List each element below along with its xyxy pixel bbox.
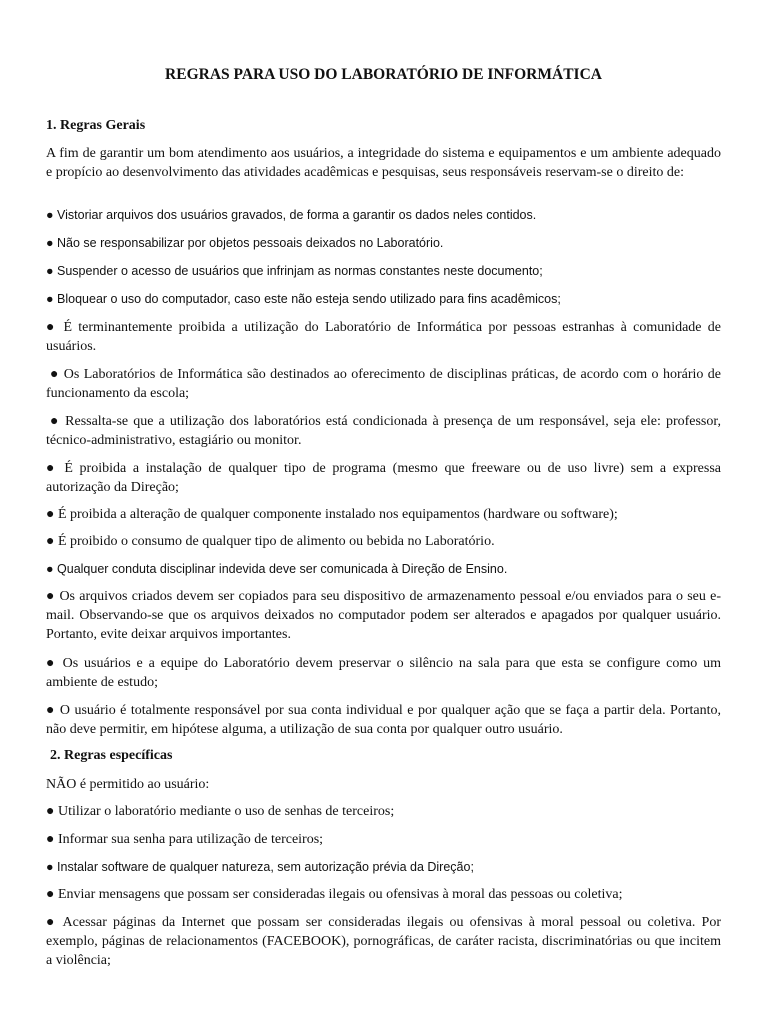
rule-item: ● Os usuários e a equipe do Laboratório devem preservar o silêncio na sala para que esta se configure como um ambiente de estudo; — [46, 656, 721, 690]
rule-item: ● Ressalta-se que a utilização dos laboratórios está condicionada à presença de um responsável, seja ele: professor, técnico-administrativo, estagiário ou monitor. — [46, 414, 721, 448]
rule-item: ● O usuário é totalmente responsável por sua conta individual e por qualquer ação que se faça a partir dela. Portanto, não deve permitir, em hipótese alguma, a utilização de sua conta por qualquer outro usuário. — [46, 703, 721, 737]
section-heading-general: 1. Regras Gerais — [46, 118, 146, 133]
section-intro-specific: NÃO é permitido ao usuário: — [46, 777, 210, 792]
rule-item: ● Instalar software de qualquer natureza, sem autorização prévia da Direção; — [46, 860, 474, 874]
rule-item: ● Não se responsabilizar por objetos pessoais deixados no Laboratório. — [46, 236, 444, 250]
section-heading-specific: 2. Regras específicas — [50, 748, 173, 763]
rule-item: ● Utilizar o laboratório mediante o uso de senhas de terceiros; — [46, 804, 395, 819]
rule-item: ● Qualquer conduta disciplinar indevida deve ser comunicada à Direção de Ensino. — [46, 562, 508, 576]
rule-item: ● Suspender o acesso de usuários que infrinjam as normas constantes neste documento; — [46, 264, 543, 278]
page-title: REGRAS PARA USO DO LABORATÓRIO DE INFORMÁTICA — [165, 66, 602, 83]
rule-item: ● Enviar mensagens que possam ser consideradas ilegais ou ofensivas à moral das pessoas ou coletiva; — [46, 887, 623, 902]
section-intro-general: A fim de garantir um bom atendimento aos usuários, a integridade do sistema e equipamentos e um ambiente adequado e propício ao desenvolvimento das atividades acadêmicas e pesquisas, seus responsáveis reservam-se o direito de: — [46, 146, 721, 180]
rule-item: ● É proibida a instalação de qualquer tipo de programa (mesmo que freeware ou de uso livre) sem a expressa autorização da Direção; — [46, 461, 721, 495]
rule-item: ● É proibido o consumo de qualquer tipo de alimento ou bebida no Laboratório. — [46, 534, 495, 549]
rule-item: ● Informar sua senha para utilização de terceiros; — [46, 832, 324, 847]
rule-item: ● Vistoriar arquivos dos usuários gravados, de forma a garantir os dados neles contidos. — [46, 208, 537, 222]
rule-item: ● Os arquivos criados devem ser copiados para seu dispositivo de armazenamento pessoal e/ou enviados para o seu e-mail. Observando-se que os arquivos deixados no computador podem ser alterados e apagados por qualquer usuário. Portanto, evite deixar arquivos importantes. — [46, 589, 721, 642]
rule-item: ● Acessar páginas da Internet que possam ser consideradas ilegais ou ofensivas à moral pessoal ou coletiva. Por exemplo, páginas de relacionamentos (FACEBOOK), pornográficas, de caráter racista, discriminatórias ou que incitem a violência; — [46, 915, 721, 968]
rule-item: ● Bloquear o uso do computador, caso este não esteja sendo utilizado para fins acadêmicos; — [46, 292, 561, 306]
rule-item: ● É terminantemente proibida a utilização do Laboratório de Informática por pessoas estranhas à comunidade de usuários. — [46, 320, 721, 354]
rule-item: ● Os Laboratórios de Informática são destinados ao oferecimento de disciplinas práticas, de acordo com o horário de funcionamento da escola; — [46, 367, 721, 401]
rule-item: ● É proibida a alteração de qualquer componente instalado nos equipamentos (hardware ou software); — [46, 507, 618, 522]
